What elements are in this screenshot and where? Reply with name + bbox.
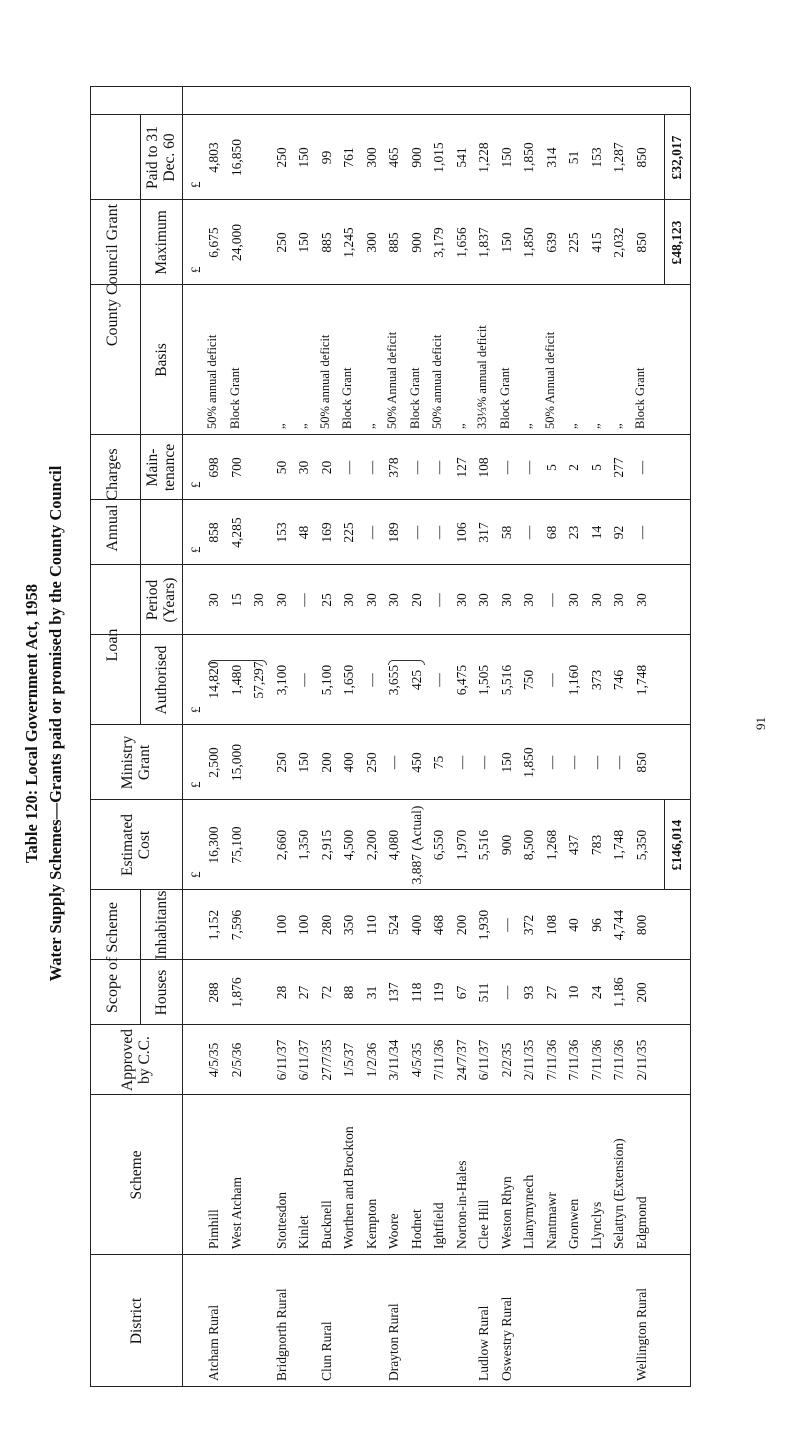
cell-maintenance: 277: [611, 457, 626, 478]
cell-estimated: 783: [588, 834, 604, 856]
scheme-name: Edgmond: [633, 1196, 649, 1249]
scheme-name: Llynclys: [588, 1201, 604, 1249]
cell-inhabitants: 110: [363, 915, 379, 935]
cell-paid: 250: [273, 147, 289, 168]
cell-paid: 465: [386, 147, 401, 168]
cell-period: 30: [498, 593, 514, 607]
cell-inhabitants: 372: [521, 914, 536, 936]
header-authorised: Authorised: [152, 645, 170, 715]
cell-basis: Block Grant: [340, 367, 354, 429]
cell-houses: 118: [408, 982, 424, 1003]
cell-maximum: 885: [318, 232, 334, 253]
cell-estimated: 3,887 (Actual): [408, 805, 424, 885]
cell-loan: 48: [296, 525, 311, 540]
scheme-name: Woore: [386, 1213, 401, 1249]
cell-ministry: —: [566, 755, 581, 770]
cell-period: 30: [566, 593, 581, 607]
cell-approved: 7/11/36: [588, 1039, 604, 1081]
cell-authorised: —: [296, 673, 311, 687]
cell-period: 30: [251, 593, 266, 607]
cell-ministry: 250: [273, 752, 289, 773]
cell-basis: „: [452, 423, 467, 429]
cell-houses: 511: [476, 982, 491, 1003]
cell-basis: Block Grant: [407, 367, 422, 429]
cell-paid: 314: [543, 147, 559, 168]
cell-maintenance: 20: [318, 460, 334, 475]
cell-basis: „: [565, 423, 579, 429]
scheme-name: Norton-in-Hales: [453, 1160, 469, 1249]
cell-maximum: 850: [633, 232, 649, 253]
cell-houses: 27: [543, 985, 559, 1000]
cell-maintenance: 2: [566, 464, 581, 471]
row-rule: [664, 115, 665, 285]
cell-houses: 72: [318, 985, 334, 1000]
cell-maintenance: —: [498, 460, 514, 475]
cell-paid: 300: [363, 147, 379, 168]
cell-inhabitants: 1,152: [206, 909, 221, 941]
cell-paid: 4,803: [206, 142, 221, 173]
cell-estimated: 2,200: [363, 829, 379, 861]
cell-basis: „: [272, 423, 287, 429]
total-estimated: £146,014: [669, 819, 684, 871]
cell-basis: Block Grant: [227, 367, 242, 429]
cell-ministry: 200: [318, 752, 334, 773]
cell-loan: 317: [476, 522, 491, 543]
cell-estimated: 2,915: [318, 829, 334, 861]
header-basis: Basis: [152, 343, 170, 377]
group-loan: Loan: [104, 628, 121, 662]
cell-period: 30: [273, 593, 289, 607]
cell-estimated: 2,660: [273, 829, 289, 861]
cell-loan: 23: [566, 525, 581, 540]
cell-period: —: [543, 593, 559, 607]
cell-maximum: 24,000: [228, 223, 244, 262]
cell-period: 20: [408, 593, 424, 607]
cell-estimated: 4,080: [386, 829, 401, 861]
cell-maximum: 415: [588, 232, 604, 253]
cell-loan: 225: [341, 522, 356, 543]
district-name: Atcham Rural: [206, 1304, 221, 1381]
cell-maintenance: 5: [543, 464, 559, 471]
pound-unit: £: [188, 871, 203, 878]
cell-period: 30: [611, 593, 626, 607]
cell-maintenance: —: [633, 460, 649, 475]
cell-period: 30: [476, 593, 491, 607]
cell-ministry: —: [588, 755, 604, 770]
cell-period: 30: [341, 593, 356, 607]
cell-loan: 92: [611, 525, 626, 540]
district-name: Ludlow Rural: [476, 1305, 491, 1381]
cell-loan: —: [633, 525, 649, 540]
cell-basis: „: [610, 423, 624, 429]
cell-approved: 2/11/35: [633, 1039, 649, 1081]
pound-unit: £: [188, 546, 203, 553]
cell-authorised: 1,748: [633, 664, 649, 696]
cell-estimated: 75,100: [228, 826, 244, 864]
cell-estimated: 16,300: [206, 826, 221, 864]
cell-period: 15: [228, 593, 244, 607]
cell-maintenance: 127: [453, 457, 469, 478]
cell-maximum: 885: [386, 232, 401, 253]
scheme-name: Stottesdon: [273, 1191, 289, 1249]
cell-approved: 7/11/36: [566, 1039, 581, 1081]
cell-approved: 7/11/36: [611, 1039, 626, 1081]
cell-paid: 16,850: [228, 138, 244, 177]
cell-maximum: 639: [543, 232, 559, 253]
cell-estimated: 4,500: [341, 829, 356, 861]
cell-basis: „: [587, 423, 602, 429]
cell-paid: 1,850: [521, 142, 536, 173]
cell-inhabitants: 96: [588, 918, 604, 932]
cell-basis: Block Grant: [497, 367, 512, 429]
cell-ministry: —: [453, 755, 469, 770]
scheme-name: Clee Hill: [476, 1199, 491, 1249]
group-county-council-grant: County Council Grant: [104, 203, 121, 347]
cell-period: 30: [363, 593, 379, 607]
cell-period: 30: [453, 593, 469, 607]
scheme-name: Selattyn (Extension): [611, 1138, 626, 1249]
cell-maintenance: —: [431, 460, 446, 475]
scheme-name: Hodnet: [408, 1209, 424, 1249]
row-rule: [182, 87, 183, 1387]
cell-maximum: 1,850: [521, 227, 536, 258]
cell-houses: 24: [588, 985, 604, 1000]
cell-houses: 88: [341, 985, 356, 1000]
pound-unit: £: [188, 266, 203, 273]
cell-maximum: 1,837: [476, 227, 491, 258]
cell-houses: 93: [521, 985, 536, 1000]
cell-approved: 1/5/37: [341, 1042, 356, 1078]
cell-ministry: 75: [431, 755, 446, 770]
cell-loan: —: [431, 525, 446, 540]
cell-authorised: 750: [521, 669, 536, 691]
header-district: District: [127, 1297, 145, 1345]
cell-authorised: 6,475: [453, 664, 469, 696]
cell-maximum: 900: [408, 232, 424, 253]
cell-maximum: 150: [296, 232, 311, 253]
cell-loan: —: [408, 525, 424, 540]
cell-inhabitants: 7,596: [228, 909, 244, 941]
loan-brace: [388, 660, 425, 665]
cell-maintenance: 698: [206, 457, 221, 478]
table-subtitle: Water Supply Schemes—Grants paid or promised by the County Council: [46, 465, 65, 982]
cell-loan: —: [363, 525, 379, 540]
loan-brace: [208, 660, 267, 665]
cell-maximum: 1,656: [453, 227, 469, 258]
row-rule: [690, 87, 691, 1387]
cell-maintenance: 700: [228, 457, 244, 478]
cell-maximum: 250: [273, 232, 289, 253]
cell-inhabitants: 1,930: [476, 909, 491, 941]
district-name: Drayton Rural: [386, 1303, 401, 1381]
cell-inhabitants: 4,744: [611, 909, 626, 941]
header-scheme: Scheme: [127, 1150, 145, 1200]
scheme-name: Ightfield: [431, 1202, 446, 1249]
cell-inhabitants: 100: [296, 914, 311, 936]
cell-loan: 14: [588, 525, 604, 540]
cell-inhabitants: 280: [318, 914, 334, 936]
cell-period: —: [296, 593, 311, 607]
cell-maintenance: —: [521, 460, 536, 475]
table-title: Table 120: Local Government Act, 1958: [22, 584, 41, 863]
group-annual-charges: Annual Charges: [104, 448, 121, 552]
cell-loan: 106: [453, 522, 469, 543]
cell-maintenance: —: [341, 460, 356, 475]
header-loan: [140, 500, 182, 565]
header-ministry: Ministry Grant: [119, 735, 153, 790]
cell-paid: 850: [633, 147, 649, 168]
scheme-name: Kinlet: [296, 1215, 311, 1249]
cell-ministry: 250: [363, 752, 379, 773]
cell-estimated: 1,268: [543, 829, 559, 861]
cell-basis: 50% annual deficit: [205, 334, 219, 429]
grants-table: [90, 87, 690, 1387]
cell-estimated: 1,748: [611, 829, 626, 861]
cell-paid: 1,015: [431, 142, 446, 173]
cell-approved: 7/11/36: [431, 1039, 446, 1081]
cell-inhabitants: 40: [566, 918, 581, 932]
district-name: Wellington Rural: [633, 1287, 649, 1381]
cell-ministry: 15,000: [228, 743, 244, 782]
header-approved: Approved by C.C.: [119, 1029, 153, 1091]
cell-maintenance: 50: [273, 460, 289, 475]
cell-approved: 6/11/37: [296, 1039, 311, 1081]
cell-estimated: 8,500: [521, 829, 536, 861]
cell-paid: 541: [453, 147, 469, 168]
cell-estimated: 437: [566, 834, 581, 856]
cell-inhabitants: 350: [341, 914, 356, 936]
total-paid: £32,017: [669, 135, 684, 180]
cell-ministry: 450: [408, 752, 424, 773]
cell-basis: „: [295, 423, 309, 429]
cell-period: 30: [588, 593, 604, 607]
cell-loan: 58: [498, 525, 514, 540]
cell-authorised: 746: [611, 669, 626, 691]
cell-period: 25: [318, 593, 334, 607]
cell-maintenance: —: [408, 460, 424, 475]
cell-authorised: 3,100: [273, 664, 289, 696]
cell-paid: 1,287: [611, 142, 626, 173]
cell-approved: 27/7/35: [318, 1039, 334, 1081]
cell-maintenance: —: [363, 460, 379, 475]
cell-period: 30: [521, 593, 536, 607]
cell-estimated: 1,350: [296, 829, 311, 861]
cell-approved: 2/2/35: [498, 1042, 514, 1078]
cell-approved: 2/11/35: [521, 1039, 536, 1081]
cell-basis: 50% annual deficit: [317, 334, 332, 429]
cell-inhabitants: 200: [453, 914, 469, 936]
scheme-name: Gronwen: [566, 1198, 581, 1249]
cell-maximum: 3,179: [431, 227, 446, 258]
cell-estimated: 1,970: [453, 829, 469, 861]
cell-loan: 4,285: [228, 517, 244, 548]
cell-estimated: 6,550: [431, 829, 446, 861]
cell-basis: 50% Annual deficit: [385, 331, 399, 429]
cell-basis: „: [520, 423, 534, 429]
cell-authorised: 1,480: [228, 664, 244, 696]
scheme-name: Pimhill: [206, 1209, 221, 1249]
cell-authorised: 5,516: [498, 664, 514, 696]
cell-paid: 153: [588, 147, 604, 168]
cell-houses: 27: [296, 985, 311, 1000]
cell-houses: 137: [386, 982, 401, 1003]
cell-authorised: 1,650: [341, 664, 356, 696]
cell-ministry: 1,850: [521, 747, 536, 778]
district-name: Bridgnorth Rural: [273, 1288, 289, 1381]
total-maximum: £48,123: [669, 220, 684, 265]
pound-unit: £: [188, 706, 203, 713]
cell-estimated: 900: [498, 834, 514, 856]
cell-inhabitants: 468: [431, 914, 446, 936]
header-estimated: Estimated Cost: [119, 814, 153, 876]
cell-houses: 10: [566, 985, 581, 1000]
cell-authorised: 3,655: [386, 664, 401, 696]
cell-authorised: —: [431, 673, 446, 687]
cell-ministry: 850: [633, 752, 649, 773]
district-name: Oswestry Rural: [498, 1296, 514, 1381]
pound-unit: £: [188, 481, 203, 488]
cell-maintenance: 30: [296, 460, 311, 475]
cell-basis: 33⅓% annual deficit: [475, 325, 489, 429]
scheme-name: Worthen and Brockton: [341, 1126, 356, 1249]
cell-maintenance: 5: [588, 464, 604, 471]
cell-authorised: 1,160: [566, 664, 581, 696]
row-rule: [664, 800, 665, 890]
cell-period: —: [431, 593, 446, 607]
cell-approved: 4/5/35: [206, 1042, 221, 1078]
cell-authorised: —: [363, 673, 379, 687]
header-maximum: Maximum: [152, 210, 170, 275]
cell-ministry: —: [611, 755, 626, 770]
cell-ministry: 150: [296, 752, 311, 773]
cell-paid: 150: [296, 147, 311, 168]
cell-loan: 189: [386, 522, 401, 543]
cell-paid: 99: [318, 150, 334, 165]
cell-maximum: 300: [363, 232, 379, 253]
cell-estimated: 5,516: [476, 829, 491, 861]
cell-houses: 1,186: [611, 977, 626, 1008]
cell-approved: 24/7/37: [453, 1039, 469, 1081]
column-rule: [90, 86, 690, 87]
cell-maximum: 225: [566, 232, 581, 253]
cell-inhabitants: 100: [273, 914, 289, 936]
cell-inhabitants: 524: [386, 914, 401, 936]
cell-authorised: 14,820: [206, 661, 221, 699]
cell-houses: 119: [431, 982, 446, 1003]
scheme-name: Bucknell: [318, 1200, 334, 1249]
header-houses: Houses: [152, 969, 170, 1016]
cell-estimated: 5,350: [633, 829, 649, 861]
pound-unit: £: [188, 181, 203, 188]
cell-maximum: 2,032: [611, 227, 626, 258]
scheme-name: Nantmawr: [543, 1192, 559, 1249]
cell-authorised: 425: [408, 669, 424, 691]
cell-ministry: —: [543, 755, 559, 770]
cell-period: 30: [206, 593, 221, 607]
cell-maximum: 1,245: [341, 227, 356, 258]
cell-maintenance: 108: [476, 457, 491, 478]
cell-loan: 68: [543, 525, 559, 540]
cell-period: 30: [633, 593, 649, 607]
cell-authorised: 57,297: [251, 661, 266, 699]
cell-houses: 28: [273, 985, 289, 1000]
cell-approved: 3/11/34: [386, 1039, 401, 1081]
cell-authorised: 1,505: [476, 664, 491, 696]
scheme-name: Kempton: [363, 1198, 379, 1249]
cell-maximum: 150: [498, 232, 514, 253]
cell-ministry: 400: [341, 752, 356, 773]
district-name: Clun Rural: [318, 1321, 334, 1381]
header-inhabitants: Inhabitants: [152, 890, 170, 960]
cell-maximum: 6,675: [206, 227, 221, 258]
header-paid: Paid to 31 Dec. 60: [144, 126, 178, 189]
cell-ministry: 150: [498, 752, 514, 773]
cell-loan: 858: [206, 522, 221, 543]
pound-unit: £: [188, 781, 203, 788]
cell-authorised: 5,100: [318, 664, 334, 696]
cell-approved: 6/11/37: [476, 1039, 491, 1081]
cell-loan: —: [521, 525, 536, 540]
cell-houses: 1,876: [228, 977, 244, 1008]
scheme-name: Weston Rhyn: [498, 1176, 514, 1249]
cell-inhabitants: 400: [408, 914, 424, 936]
cell-paid: 51: [566, 150, 581, 165]
cell-basis: 50% Annual deficit: [542, 331, 557, 429]
page-number: 91: [753, 717, 768, 730]
cell-paid: 1,228: [476, 142, 491, 173]
cell-inhabitants: 800: [633, 914, 649, 936]
cell-houses: 200: [633, 982, 649, 1003]
cell-approved: 2/5/36: [228, 1042, 244, 1078]
cell-basis: „: [362, 423, 377, 429]
cell-loan: 153: [273, 522, 289, 543]
scheme-name: Llanymynech: [521, 1174, 536, 1249]
cell-ministry: —: [386, 755, 401, 770]
cell-approved: 6/11/37: [273, 1039, 289, 1081]
group-scope-of-scheme: Scope of Scheme: [104, 901, 121, 1014]
cell-houses: —: [498, 985, 514, 1000]
cell-paid: 150: [498, 147, 514, 168]
cell-paid: 900: [408, 147, 424, 168]
cell-period: 30: [386, 593, 401, 607]
cell-loan: 169: [318, 522, 334, 543]
cell-basis: Block Grant: [632, 367, 647, 429]
header-period: Period (Years): [144, 577, 178, 623]
cell-inhabitants: 108: [543, 914, 559, 936]
cell-paid: 761: [341, 147, 356, 168]
cell-houses: 31: [363, 985, 379, 1000]
cell-basis: 50% annual deficit: [430, 334, 444, 429]
cell-authorised: —: [543, 673, 559, 687]
cell-ministry: —: [476, 755, 491, 770]
header-maintenance: Main-tenance: [144, 443, 178, 492]
cell-approved: 4/5/35: [408, 1042, 424, 1078]
cell-ministry: 2,500: [206, 747, 221, 778]
cell-approved: 7/11/36: [543, 1039, 559, 1081]
cell-approved: 1/2/36: [363, 1042, 379, 1078]
cell-authorised: 373: [588, 669, 604, 691]
cell-houses: 67: [453, 985, 469, 1000]
cell-houses: 288: [206, 982, 221, 1003]
cell-maintenance: 378: [386, 457, 401, 478]
scheme-name: West Atcham: [228, 1176, 244, 1249]
cell-inhabitants: —: [498, 918, 514, 932]
